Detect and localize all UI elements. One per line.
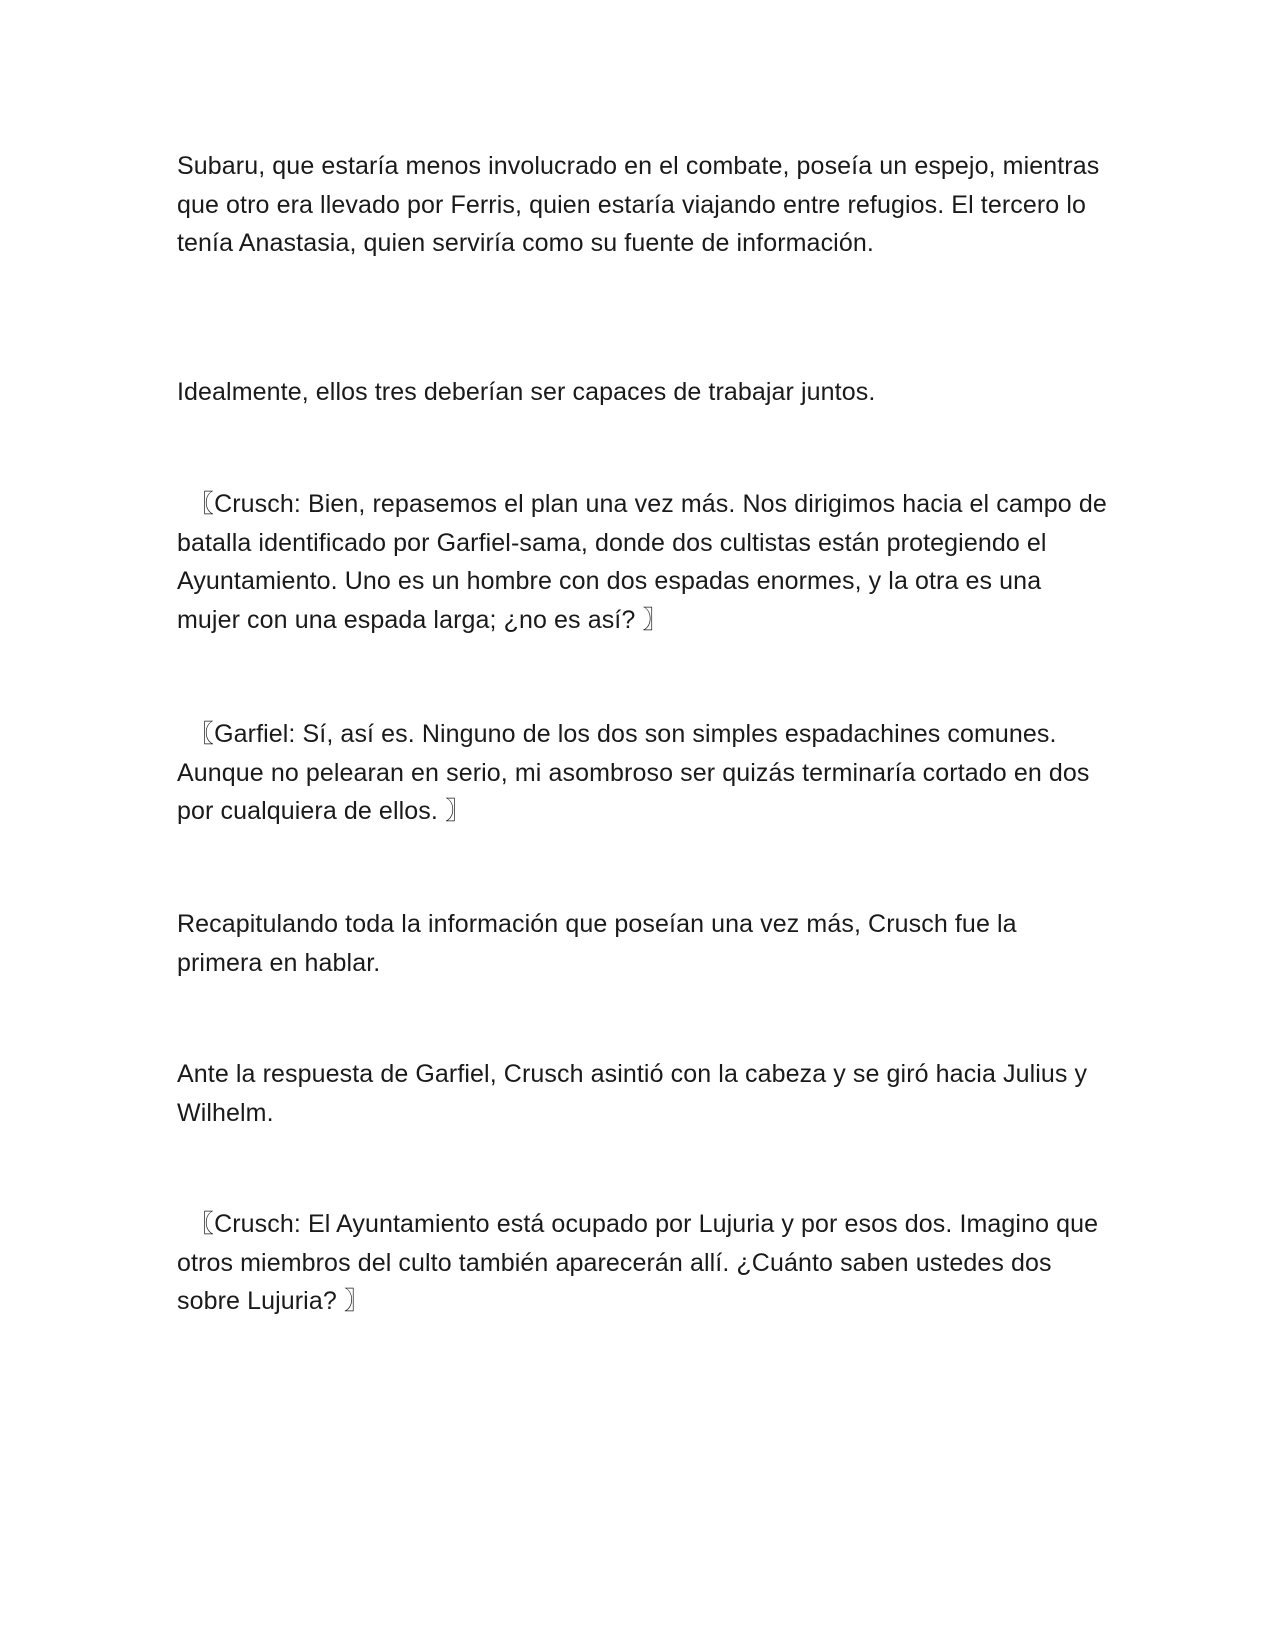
paragraph-dialogue-crusch-plan: 〖Crusch: Bien, repasemos el plan una vez más. Nos dirigimos hacia el campo de batalla identificado por Garfiel-sama, donde dos cultistas están protegiendo el Ayuntamiento. Uno es un hombre con dos espadas enormes, y la otra es una mujer con una espada larga; ¿no es así? 〗: [177, 490, 1107, 634]
paragraph-narration-mirrors: Subaru, que estaría menos involucrado en el combate, poseía un espejo, mientras que otro era llevado por Ferris, quien estaría viajando entre refugios. El tercero lo tenía Anastasia, quien serviría como su fuente de información.: [177, 152, 1100, 257]
paragraph-narration-teamwork: Idealmente, ellos tres deberían ser capaces de trabajar juntos.: [177, 378, 876, 406]
paragraph-narration-recap: Recapitulando toda la información que poseían una vez más, Crusch fue la primera en hablar.: [177, 910, 1017, 977]
paragraph-dialogue-crusch-lujuria: 〖Crusch: El Ayuntamiento está ocupado por Lujuria y por esos dos. Imagino que otros miembros del culto también aparecerán allí. ¿Cuánto saben ustedes dos sobre Lujuria? 〗: [177, 1210, 1099, 1315]
paragraph-narration-crusch-turns: Ante la respuesta de Garfiel, Crusch asintió con la cabeza y se giró hacia Julius y Wilhelm.: [177, 1060, 1088, 1127]
paragraph-dialogue-garfiel: 〖Garfiel: Sí, así es. Ninguno de los dos son simples espadachines comunes. Aunque no pelearan en serio, mi asombroso ser quizás terminaría cortado en dos por cualquiera de ellos. 〗: [177, 720, 1090, 825]
